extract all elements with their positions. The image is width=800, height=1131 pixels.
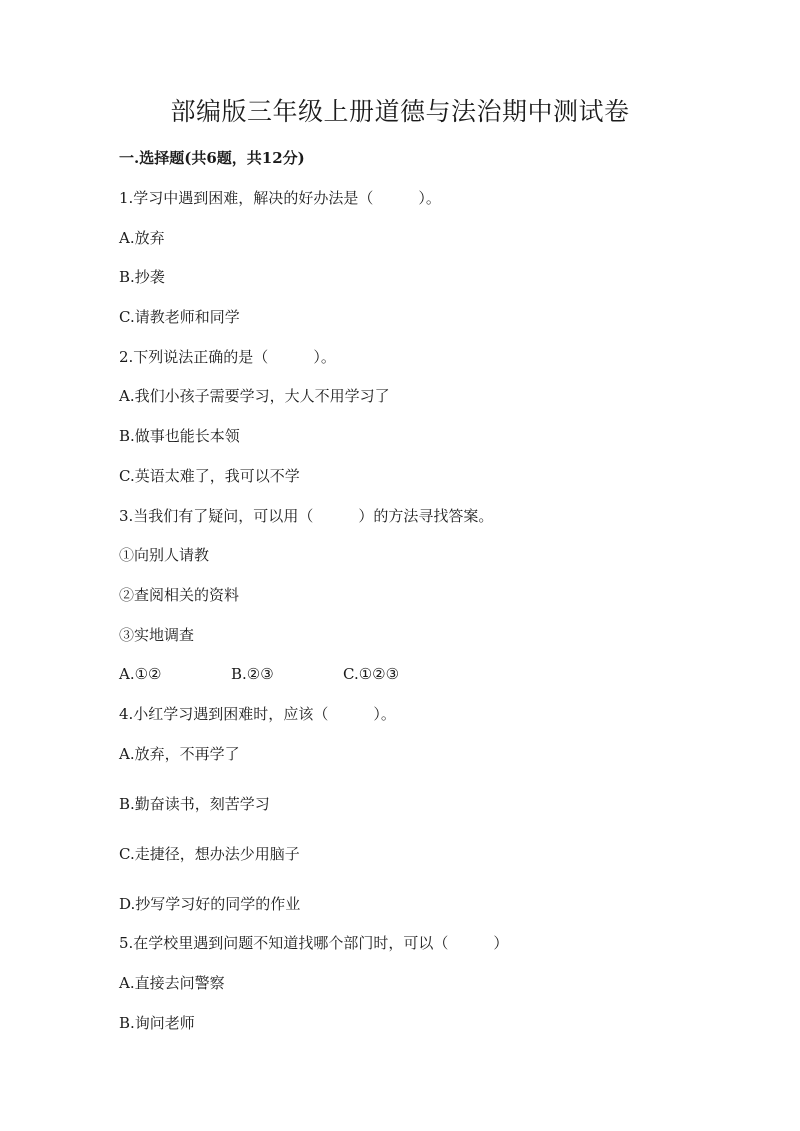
- question-3-option-a: A.①②: [119, 665, 162, 683]
- question-2-option-a: A.我们小孩子需要学习，大人不用学习了: [119, 387, 390, 405]
- question-1-option-b: B.抄袭: [119, 268, 165, 286]
- question-4-option-b: B.勤奋读书，刻苦学习: [119, 795, 270, 813]
- question-1-stem: 1.学习中遇到困难，解决的好办法是（ ）。: [119, 189, 441, 207]
- question-4-option-c: C.走捷径，想办法少用脑子: [119, 845, 300, 863]
- question-2-option-c: C.英语太难了，我可以不学: [119, 467, 300, 485]
- question-3-item-2: ②查阅相关的资料: [119, 586, 240, 604]
- question-3-options: [119, 663, 399, 685]
- question-2-stem: 2.下列说法正确的是（ ）。: [119, 348, 336, 366]
- question-3-item-1: ①向别人请教: [119, 546, 210, 564]
- question-3-item-3: ③实地调查: [119, 626, 195, 644]
- question-4-stem: 4.小红学习遇到困难时，应该（ ）。: [119, 705, 396, 723]
- section-header: 一.选择题(共6题，共12分): [119, 149, 305, 167]
- page-title: 部编版三年级上册道德与法治期中测试卷: [170, 97, 630, 126]
- question-4-option-a: A.放弃，不再学了: [119, 745, 240, 763]
- question-5-stem: 5.在学校里遇到问题不知道找哪个部门时，可以（ ）: [119, 934, 509, 952]
- question-3-option-c: C.①②③: [343, 665, 400, 683]
- question-5-option-a: A.直接去问警察: [119, 974, 225, 992]
- question-4-option-d: D.抄写学习好的同学的作业: [119, 895, 301, 913]
- question-1-option-c: C.请教老师和同学: [119, 308, 240, 326]
- question-2-option-b: B.做事也能长本领: [119, 427, 240, 445]
- question-3-option-b: B.②③: [231, 665, 274, 683]
- question-1-option-a: A.放弃: [119, 229, 165, 247]
- question-5-option-b: B.询问老师: [119, 1014, 195, 1032]
- question-3-stem: 3.当我们有了疑问，可以用（ ）的方法寻找答案。: [119, 507, 494, 525]
